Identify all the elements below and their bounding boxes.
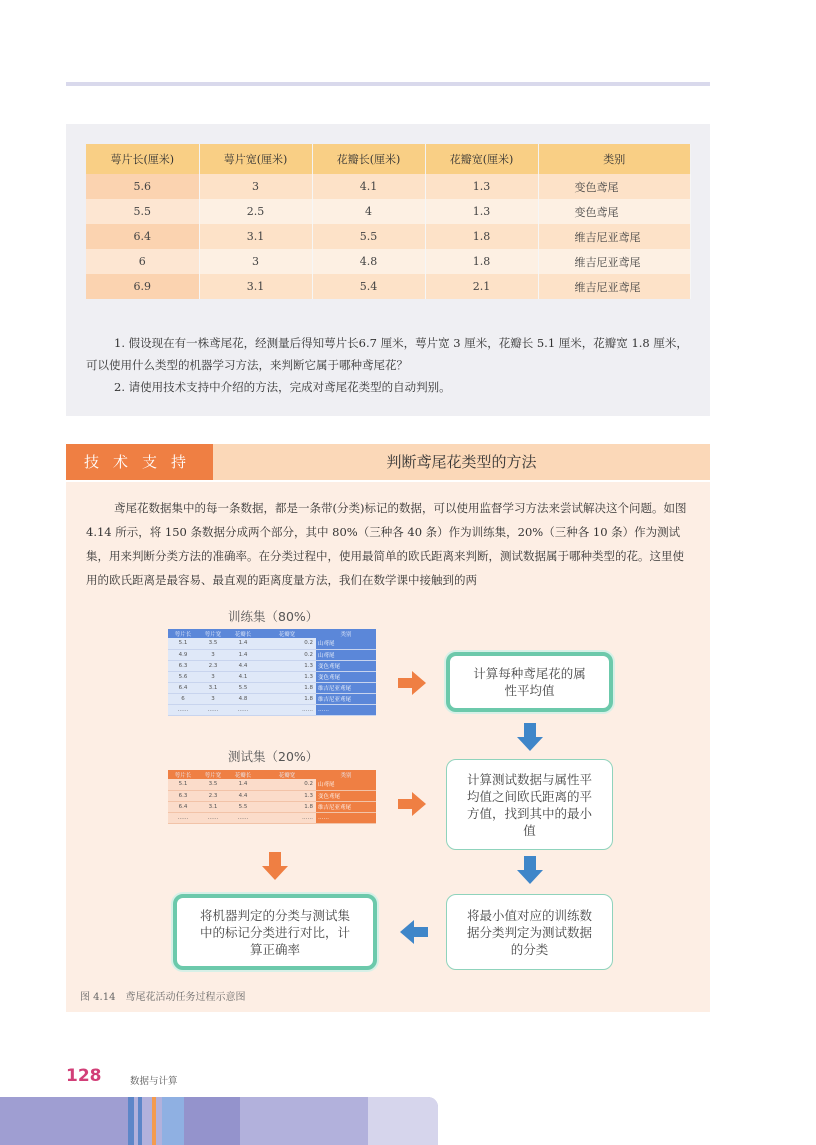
footer-bar	[128, 1097, 134, 1145]
table-cell: 1.8	[258, 693, 316, 704]
footer-bar	[368, 1097, 438, 1145]
table-cell: 4.4	[228, 790, 258, 801]
table-row	[168, 660, 376, 671]
table-cell: 5.5	[228, 801, 258, 812]
table-cell: 2.3	[198, 660, 228, 671]
mini-header: 花瓣长	[228, 629, 258, 638]
table-row	[168, 649, 376, 660]
table-cell: ……	[168, 812, 198, 823]
table-cell: ……	[258, 812, 316, 823]
table-cell: 6.4	[168, 801, 198, 812]
table-cell: 3.5	[198, 779, 228, 790]
flow-box-text: 将最小值对应的训练数据分类判定为测试数据的分类	[466, 907, 592, 957]
table-cell: 0.2	[258, 638, 316, 649]
test-set-title: 测试集（20%）	[228, 749, 319, 764]
table-cell: 6	[86, 249, 199, 274]
table-row	[168, 671, 376, 682]
table-cell: 3.5	[198, 638, 228, 649]
page-number: 128	[66, 1066, 102, 1086]
arrow-right-icon	[398, 671, 428, 695]
book-title: 数据与计算	[130, 1076, 178, 1087]
table-cell: 变色鸢尾	[538, 174, 691, 199]
mini-header-row	[168, 629, 376, 638]
tech-support-header	[66, 444, 710, 480]
table-row	[168, 790, 376, 801]
tech-support-body	[66, 482, 710, 1012]
header-sepal-width: 萼片宽(厘米)	[199, 144, 312, 174]
table-row	[168, 638, 376, 649]
table-cell: 山鸢尾	[316, 638, 376, 649]
table-cell: 6.3	[168, 660, 198, 671]
mini-header: 花瓣长	[228, 770, 258, 779]
table-cell: 2.5	[199, 199, 312, 224]
table-cell: 2.3	[198, 790, 228, 801]
table-cell: 5.5	[312, 224, 425, 249]
table-cell: ……	[316, 812, 376, 823]
table-cell: 5.1	[168, 638, 198, 649]
table-cell: 1.4	[228, 779, 258, 790]
table-cell: ……	[198, 812, 228, 823]
flow-box-compute-distance	[446, 759, 613, 850]
table-cell: 4.8	[312, 249, 425, 274]
table-cell: 5.4	[312, 274, 425, 299]
table-cell: 变色鸢尾	[316, 790, 376, 801]
header-sepal-length: 萼片长(厘米)	[86, 144, 199, 174]
table-row	[168, 704, 376, 715]
table-row	[86, 199, 691, 224]
arrow-right-icon	[398, 792, 428, 816]
table-cell: 3	[199, 174, 312, 199]
table-cell: 3.1	[199, 274, 312, 299]
table-cell: 维吉尼亚鸢尾	[538, 224, 691, 249]
table-cell: 1.3	[425, 199, 538, 224]
table-cell: 变色鸢尾	[538, 199, 691, 224]
table-cell: 6.4	[168, 682, 198, 693]
table-cell: 4.4	[228, 660, 258, 671]
activity-box	[66, 124, 710, 416]
table-cell: ……	[258, 704, 316, 715]
table-row	[86, 174, 691, 199]
table-cell: 1.8	[258, 801, 316, 812]
table-cell: 变色鸢尾	[316, 660, 376, 671]
table-row	[168, 812, 376, 823]
mini-header: 类别	[316, 770, 376, 779]
footer-bar	[138, 1097, 142, 1145]
arrow-down-icon	[262, 852, 288, 880]
table-cell: 1.3	[258, 660, 316, 671]
top-rule	[66, 82, 710, 86]
test-set-table	[168, 770, 376, 824]
table-cell: 4.9	[168, 649, 198, 660]
table-row	[168, 779, 376, 790]
table-cell: 4.8	[228, 693, 258, 704]
table-cell: ……	[316, 704, 376, 715]
questions	[86, 332, 691, 398]
table-cell: 1.8	[425, 224, 538, 249]
arrow-left-icon	[398, 920, 428, 944]
table-row	[86, 249, 691, 274]
table-cell: ……	[228, 704, 258, 715]
table-cell: 1.8	[258, 682, 316, 693]
table-cell: 5.1	[168, 779, 198, 790]
table-cell: 维吉尼亚鸢尾	[316, 801, 376, 812]
table-cell: ……	[228, 812, 258, 823]
mini-header: 萼片长	[168, 629, 198, 638]
train-set-table	[168, 629, 376, 716]
table-cell: 3.1	[199, 224, 312, 249]
footer-bar	[162, 1097, 184, 1145]
table-cell: 1.3	[258, 671, 316, 682]
flow-box-compute-average	[446, 652, 613, 712]
tech-support-paragraph: 鸢尾花数据集中的每一条数据，都是一条带(分类)标记的数据，可以使用监督学习方法来尝试解决这个问题。如图 4.14 所示，将 150 条数据分成两个部分，其中 80%（三种各 40 条）作为训练集，20%（三种各 10 条）作为测试集，用来判断分类方法的准确率。在分类过程中，使用最简单的欧氏距离来判断，测试数据属于哪种类型的花。这里使用的欧氏距离是最容易、最直观的距离度量方法，我们在数学课中接触到的两	[86, 501, 687, 587]
table-header-row	[86, 144, 691, 174]
table-cell: 1.3	[425, 174, 538, 199]
footer-bar	[152, 1097, 156, 1145]
table-row	[86, 224, 691, 249]
table-cell: 1.3	[258, 790, 316, 801]
arrow-down-icon	[517, 856, 543, 884]
flow-box-text: 将机器判定的分类与测试集中的标记分类进行对比，计算正确率	[200, 907, 351, 957]
table-cell: 维吉尼亚鸢尾	[538, 274, 691, 299]
table-cell: 5.5	[228, 682, 258, 693]
train-set-title: 训练集（80%）	[228, 609, 319, 624]
table-cell: 6.9	[86, 274, 199, 299]
table-cell: 6.4	[86, 224, 199, 249]
table-cell: 1.4	[228, 649, 258, 660]
table-cell: 变色鸢尾	[316, 671, 376, 682]
table-cell: 3	[198, 693, 228, 704]
table-cell: 山鸢尾	[316, 649, 376, 660]
table-cell: ……	[168, 704, 198, 715]
table-cell: 3.1	[198, 801, 228, 812]
tech-support-label: 技术支持	[66, 444, 213, 480]
table-cell: 0.2	[258, 649, 316, 660]
table-cell: 5.6	[86, 174, 199, 199]
table-cell: 2.1	[425, 274, 538, 299]
table-cell: 4.1	[312, 174, 425, 199]
table-cell: 6	[168, 693, 198, 704]
mini-header-row	[168, 770, 376, 779]
table-cell: 5.6	[168, 671, 198, 682]
table-cell: 维吉尼亚鸢尾	[538, 249, 691, 274]
iris-data-table	[86, 144, 691, 299]
mini-header: 花瓣宽	[258, 629, 316, 638]
table-cell: 5.5	[86, 199, 199, 224]
footer-bar	[184, 1097, 240, 1145]
table-row	[168, 801, 376, 812]
mini-header: 萼片宽	[198, 629, 228, 638]
table-cell: 4.1	[228, 671, 258, 682]
flow-box-text: 计算每种鸢尾花的属性平均值	[473, 666, 586, 698]
table-cell: ……	[198, 704, 228, 715]
tech-support-title: 判断鸢尾花类型的方法	[386, 453, 537, 471]
question-1: 1. 假设现在有一株鸢尾花，经测量后得知萼片长6.7 厘米，萼片宽 3 厘米，花瓣长 5.1 厘米，花瓣宽 1.8 厘米，可以使用什么类型的机器学习方法，来判断它属于哪种鸢尾花？	[86, 336, 688, 372]
mini-header: 萼片长	[168, 770, 198, 779]
header-petal-length: 花瓣长(厘米)	[312, 144, 425, 174]
figure-caption: 图 4.14 鸢尾花活动任务过程示意图	[80, 992, 246, 1003]
table-cell: 1.4	[228, 638, 258, 649]
mini-header: 花瓣宽	[258, 770, 316, 779]
table-cell: 维吉尼亚鸢尾	[316, 682, 376, 693]
table-cell: 维吉尼亚鸢尾	[316, 693, 376, 704]
arrow-down-icon	[517, 723, 543, 751]
table-row	[86, 274, 691, 299]
header-petal-width: 花瓣宽(厘米)	[425, 144, 538, 174]
table-row	[168, 693, 376, 704]
flow-box-compare-accuracy	[173, 894, 377, 970]
table-row	[168, 682, 376, 693]
flow-box-assign-class	[446, 894, 613, 970]
table-cell: 3	[198, 671, 228, 682]
header-class: 类别	[538, 144, 691, 174]
table-cell: 山鸢尾	[316, 779, 376, 790]
mini-header: 类别	[316, 629, 376, 638]
table-cell: 1.8	[425, 249, 538, 274]
table-cell: 3	[199, 249, 312, 274]
table-cell: 0.2	[258, 779, 316, 790]
flow-box-text: 计算测试数据与属性平均值之间欧氏距离的平方值，找到其中的最小值	[466, 771, 592, 838]
table-cell: 3	[198, 649, 228, 660]
table-cell: 6.3	[168, 790, 198, 801]
question-2: 2. 请使用技术支持中介绍的方法，完成对鸢尾花类型的自动判别。	[114, 380, 451, 394]
table-cell: 3.1	[198, 682, 228, 693]
footer-bar	[0, 1097, 128, 1145]
mini-header: 萼片宽	[198, 770, 228, 779]
table-cell: 4	[312, 199, 425, 224]
